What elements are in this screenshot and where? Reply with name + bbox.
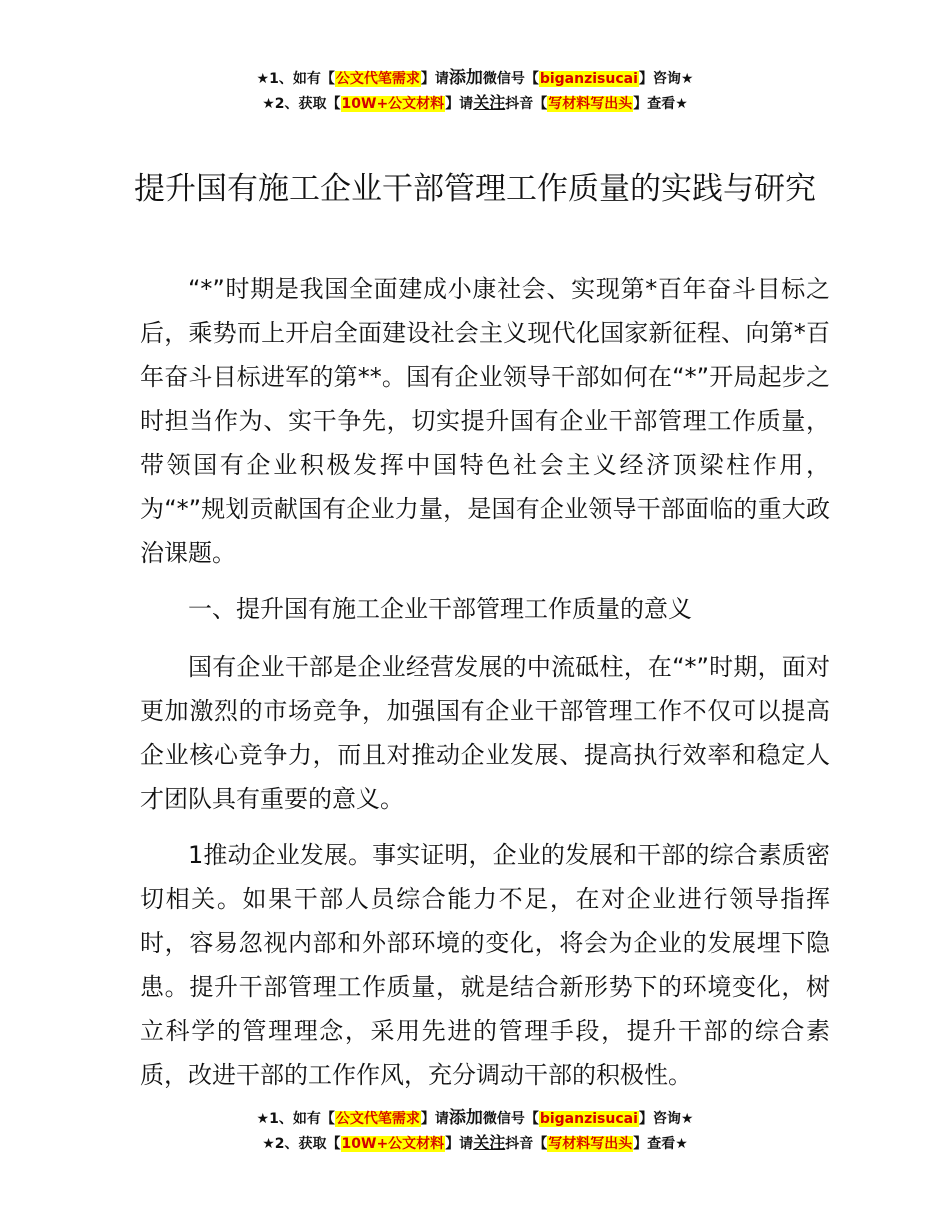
paragraph-significance: 国有企业干部是企业经营发展的中流砥柱，在“*”时期，面对更加激烈的市场竞争，加强国有企业干部管理工作不仅可以提高企业核心竞争力，而且对推动企业发展、提高执行效率和稳定人才团队具有重要的意义。 [140, 653, 830, 813]
banner-text: 】请 [445, 1136, 474, 1152]
banner-text: 微信号【 [482, 71, 539, 87]
banner-text: 抖音【 [505, 1136, 548, 1152]
banner-emphasis: 添加 [448, 68, 483, 88]
highlight-douyin: 写材料写出头 [548, 1136, 633, 1152]
banner-line-1 [0, 1107, 950, 1131]
banner-text: ★1、如有【 [256, 1111, 335, 1127]
banner-text: 】查看★ [633, 1136, 688, 1152]
footer-banner [0, 1107, 950, 1156]
banner-text: 】请 [420, 71, 449, 87]
highlight-materials: 10W+公文材料 [341, 96, 445, 112]
highlight-douyin: 写材料写出头 [548, 96, 633, 112]
banner-text: 抖音【 [505, 96, 548, 112]
banner-line-1 [0, 67, 950, 91]
document-title-text: 提升国有施工企业干部管理工作质量的实践与研究 [134, 171, 816, 207]
banner-text: 】查看★ [633, 96, 688, 112]
section-heading: 一、提升国有施工企业干部管理工作质量的意义 [188, 595, 692, 623]
banner-emphasis: 关注 [473, 93, 506, 112]
highlight-service: 公文代笔需求 [335, 71, 420, 87]
highlight-materials: 10W+公文材料 [341, 1136, 445, 1152]
highlight-wechat-id: biganzisucai [539, 71, 638, 87]
paragraph-point-1: 1推动企业发展。事实证明，企业的发展和干部的综合素质密切相关。如果干部人员综合能力不足，在对企业进行领导指挥时，容易忽视内部和外部环境的变化，将会为企业的发展埋下隐患。提升干部管理工作质量，就是结合新形势下的环境变化，树立科学的管理理念，采用先进的管理手段，提升干部的综合素质，改进干部的工作作风，充分调动干部的积极性。 [140, 841, 830, 1089]
document-title [0, 163, 950, 215]
banner-text: 】咨询★ [638, 1111, 694, 1127]
banner-text: 微信号【 [482, 1111, 539, 1127]
banner-text: 】咨询★ [638, 71, 694, 87]
banner-text: ★1、如有【 [256, 71, 335, 87]
banner-text: ★2、获取【 [262, 1136, 341, 1152]
banner-text: 】请 [445, 96, 474, 112]
banner-emphasis: 添加 [448, 1108, 483, 1128]
banner-line-2 [0, 1131, 950, 1156]
highlight-service: 公文代笔需求 [335, 1111, 420, 1127]
banner-text: 】请 [420, 1111, 449, 1127]
highlight-wechat-id: biganzisucai [539, 1111, 638, 1127]
banner-line-2 [0, 91, 950, 116]
banner-text: ★2、获取【 [262, 96, 341, 112]
document-body [140, 267, 830, 1109]
header-banner [0, 67, 950, 116]
banner-emphasis: 关注 [473, 1133, 506, 1152]
paragraph-intro: “*”时期是我国全面建成小康社会、实现第*百年奋斗目标之后，乘势而上开启全面建设社会主义现代化国家新征程、向第*百年奋斗目标进军的第**。国有企业领导干部如何在“*”开局起步之时担当作为、实干争先，切实提升国有企业干部管理工作质量，带领国有企业积极发挥中国特色社会主义经济顶梁柱作用，为“*”规划贡献国有企业力量，是国有企业领导干部面临的重大政治课题。 [140, 275, 830, 567]
